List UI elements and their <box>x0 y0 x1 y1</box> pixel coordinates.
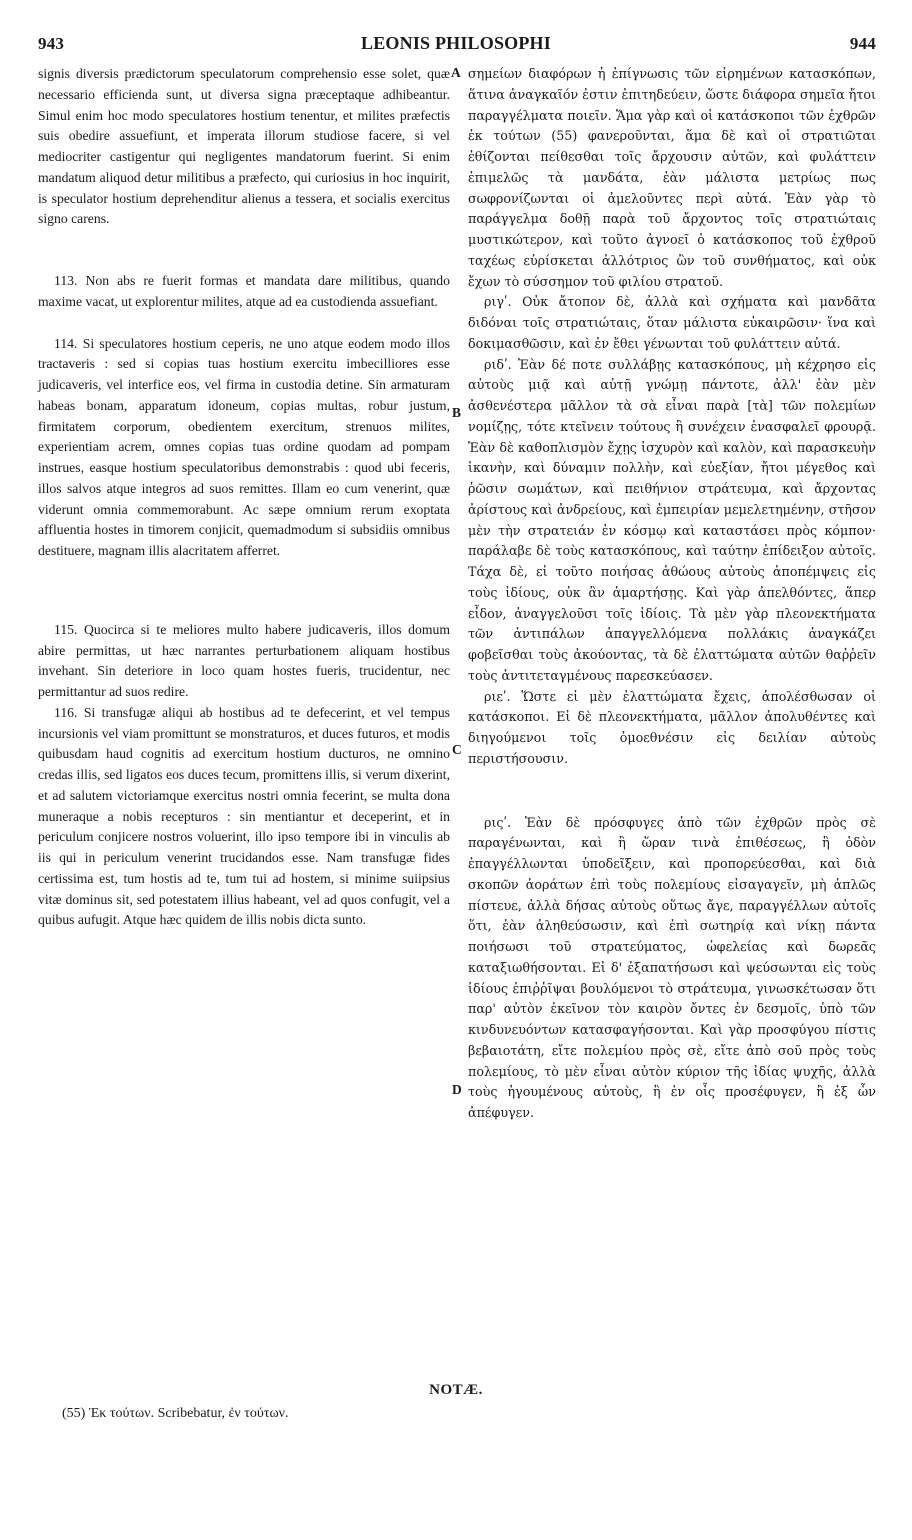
greek-paragraph-114: ριδʹ. Ἐὰν δέ ποτε συλλάβῃς κατασκόπους, μὴ κέχρησο εἰς αὐτοὺς μιᾷ καὶ αὐτῇ γνώμῃ πάντοτε, ἀλλ' ἐὰν μὲν ἀσθενέστερα μᾶλλον τὰ σὰ εἶναι παρὰ [τὰ] τῶν πολεμίων νομίζῃς, τότε κτεῖνειν τούτους ἢ συνέχειν ἐνασφαλεῖ φρουρᾷ. Ἐὰν δὲ καθοπλισμὸν ἔχῃς ἰσχυρὸν καὶ καλὸν, καὶ παρασκευὴν ἱκανὴν, καὶ δύναμιν πολλὴν, καὶ εὐεξίαν, ἤτοι μέγεθος καὶ ῥῶσιν σωμάτων, καὶ πειθήνιον στράτευμα, καὶ ἄρχοντας ἀρίστους καὶ ἀνδρείους, καὶ ἐμπειρίαν μεμελετημένην, στῆσον μὲν τὴν στρατειάν ἐν κόσμῳ καὶ καταστάσει πρὸς κόμπον· παράλαβε δὲ τοὺς κατασκόπους, καὶ ταύτην ἐπίδειξον αὐτοῖς. Τάχα δὲ, εἰ τοῦτο ποιήσας ἀθώους αὐτοὺς ἀποπέμψεις εἰς τοὺς ἰδίους, οὐκ ἂν ἁμαρτήσῃς. Καὶ γὰρ ἀπελθόντες, ἅπερ εἶδον, ἀναγγελοῦσι τοῖς ἰδίοις. Τὰ μὲν γὰρ πλεονεκτήματα τῶν ἀντιπάλων ἀπαγγελλόμενα πολλάκις ἀναγκάζει φοβεῖσθαι τοὺς ἀκούοντας, τὰ δὲ ἐλαττώματα αὐτῶν θαῤῥεῖν τοὺς ἀντιτεταγμένους παρεσκεύασεν. <box>468 356 876 683</box>
latin-column <box>38 64 450 931</box>
margin-letter-b: B <box>452 405 462 420</box>
latin-paragraph-113: 113. Non abs re fuerit formas et mandata dare militibus, quando maxime vacat, ut explorentur milites, atque ad ea custodienda assuefiant. <box>38 273 450 309</box>
latin-paragraph-115: 115. Quocirca si te meliores multo habere judicaveris, illos domum abire permittas, ut hæc narrantes perturbationem aliquam hostibus invehant. Sin deteriore in loco quam hostes fueris, trucidentur, nec permittantur ad suos redire. <box>38 621 450 699</box>
greek-paragraph-116: ριςʹ. Ἐὰν δὲ πρόσφυγες ἀπὸ τῶν ἐχθρῶν πρὸς σὲ παραγένωνται, καὶ ἢ ὥραν τινὰ ἐπιθέσεως, ἢ ὁδὸν ἐπαγγέλλωνται ὑποδεῖξειν, καὶ προπορεύεσθαι, καὶ διὰ σκοπῶν ἀοράτων ἐπὶ τοὺς πολεμίους εἰσαγαγεῖν, μὴ ἁπλῶς πίστευε, ἀλλὰ δήσας αὐτοὺς οὕτως ἄγε, παραγγέλλων αὐτοῖς ὅτι, ἐὰν ἀληθεύσωσιν, καὶ ἐπὶ σωτηρίᾳ καὶ νίκῃ πάντα ποιήσωσι τοῦ στρατεύματος, ὠφελείας καὶ δωρεᾶς καταξιωθήσονται. Εἰ δ' ἐξαπατήσωσι καὶ ψεύσωνται εἰς τοὺς ἰδίους ἐπιῤῥῖψαι βουλόμενοι τὸ στράτευμα, γινωσκέτωσαν ὅτι παρ' αὐτὸν ἐκεῖνον τὸν καιρὸν ὄντες ἐν δεσμοῖς, ὑπὸ τῶν κινδυνευόντων κατασφαγήσονται. Καὶ γὰρ προσφύγου πίστις βεβαιοτάτη, εἴτε πολεμίου πρὸς σὲ, εἴτε ἀπὸ σοῦ πρὸς τοὺς πολεμίους, τὸ μὲν εἶναι αὐτὸν κύριον τῆς ἰδίας ψυχῆς, ἀλλὰ τοὺς ἡγουμένους αὐτοὺς, ἢ ἐν οἷς προσέφυγεν, ἢ ἐξ ὧν ἀπέφυγεν. <box>468 814 876 1120</box>
greek-intro-paragraph: σημείων διαφόρων ἡ ἐπίγνωσις τῶν εἰρημένων κατασκόπων, ἅτινα ἀναγκαῖόν ἐστιν ἐπιτηδεύειν, ὥστε διάφορα σημεῖα ἤτοι παραγγέλματα ποιεῖν. Ἅμα γὰρ καὶ οἱ κατάσκοποι τῶν ἐχθρῶν ἐκ τούτων (55) φανεροῦνται, ἅμα δὲ καὶ οἱ στρατιῶται ἐθίζονται πείθεσθαι τοῖς ἄρχουσιν αὐτῶν, καὶ φυλάττειν ἐπιμελῶς τὰ μανδάτα, ἐὰν μάλιστα μετρίως πως σωφρονίζωνται οἱ ἀμελοῦντες περὶ αὐτά. Ἐὰν γὰρ τὸ παράγγελμα δοθῇ παρὰ τοῦ ἄρχοντος τοῖς στρατιώταις μυστικώτερον, καὶ τοῦτο ἀγνοεῖ ὁ κατάσκοπος τοῦ ἐχθροῦ ταχέως εὑρίσκεται ἀλλότριος ὢν τοῦ συνθήματος, καὶ οὐκ ἔχων τὸ σύσσημον τοῦ φιλίου στρατοῦ. <box>468 66 876 289</box>
right-page-number: 944 <box>849 34 876 53</box>
margin-letter-d: D <box>452 1082 462 1097</box>
latin-intro-paragraph: signis diversis prædictorum speculatorum comprehensio esse solet, quæ necessario efficienda sunt, ut diversa signa præceptaque adhibeantur. Simul enim hoc modo speculatores hostium tenentur, et milites præfectis suis obedire assuefiunt, et imperata illorum studiose facere, si vel mediocriter castigentur qui negligentes mandatorum fuerint. Si enim mandatum aliquod detur militibus a præfecto, qui curiosius in hoc inquirit, is speculator hostium deprehenditur alienus a tessera, et socialis exercitus signo carens. <box>38 66 450 227</box>
margin-letter-a: A <box>451 65 461 80</box>
footnote-55: (55) Ἐκ τούτων. Scribebatur, ἐν τούτων. <box>62 1406 289 1421</box>
greek-column <box>468 64 876 1124</box>
margin-letter-c: C <box>452 742 462 757</box>
latin-paragraph-116: 116. Si transfugæ aliqui ab hostibus ad te defecerint, et vel tempus incursionis vel viam promittunt se monstraturos, et duces futuros, et modis quibusdam haud cognitis ad exercitum hostium ducturos, ne omnino credas illis, sed ligatos eos duces tecum, promittens illis, si verum dixerint, et ad salutem victoriamque exercitus nostri omnia fecerint, se multa dona muneraque a nobis recepturos : sin mentiantur et deceperint, et in periculum conjicere nostros voluerint, illo ipso tempore ibi in vinculis ab iis qui in periculum venerint trucidandos esse. Nam transfugæ fides certissima est, tum hostis ad te, tum tui ad hostem, si minime suiipsius vitæ dominus sit, sed potestatem illius habeant, vel ad quos confugit, vel a quibus aufugit. Atque hæc quidem de illis nobis dicta sunto. <box>38 704 450 928</box>
notes-heading: NOTÆ. <box>429 1382 483 1398</box>
running-title: LEONIS PHILOSOPHI <box>361 33 551 53</box>
latin-paragraph-114: 114. Si speculatores hostium ceperis, ne uno atque eodem modo illos tractaveris : sed si copias tuas hostium exercitu imbecilliores esse judicaveris, vel interfice eos, vel firma in custodia detine. Sin armaturam habeas bonam, apparatum idoneum, copias multas, robur justum, firmitatem corporum, obedientem exercitum, strenuos milites, experientiam acrem, omnes copias tuas ordine quodam ad pompam instrues, easque hostium speculatoribus demonstrabis : quod ubi feceris, illos salvos atque integros ad suos remittes. Illam eo cum venerint, quæ viderunt omnia commemorabunt. Ac sæpe omnium rerum exoptata affluentia hostes in timorem conjicit, quemadmodum si subsidiis omnibus destituere, magnam illis alacritatem afferret. <box>38 335 450 558</box>
greek-paragraph-115: ριεʹ. Ὥστε εἰ μὲν ἐλαττώματα ἔχεις, ἀπολέσθωσαν οἱ κατάσκοποι. Εἰ δὲ πλεονεκτήματα, μᾶλλον ἀπολυθέντες καὶ διηγούμενοι τοῖς ὁμοεθνέσιν εἰς δειλίαν αὐτοὺς περιστήσουσιν. <box>468 688 876 766</box>
greek-paragraph-113: ριγʹ. Οὐκ ἄτοπον δὲ, ἀλλὰ καὶ σχήματα καὶ μανδᾶτα διδόναι τοῖς στρατιώταις, ὅταν μάλιστα εὐκαιρῶσιν· ἵνα καὶ δοκιμασθῶσιν, καὶ ἐν ἔθει γένωνται τοῦ φυλάττειν αὐτά. <box>468 294 876 351</box>
left-page-number: 943 <box>38 34 65 53</box>
